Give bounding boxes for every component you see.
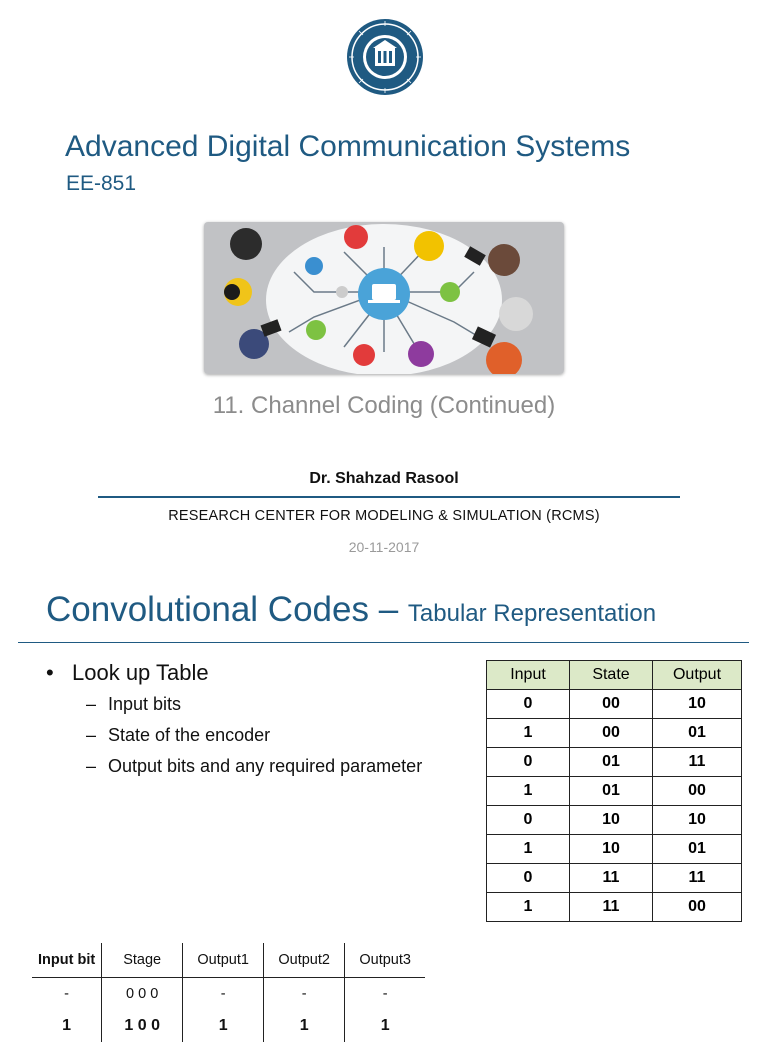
cell-input: 1 [487, 719, 570, 748]
sub-bullet-item [86, 694, 422, 725]
table-row [32, 978, 425, 1011]
slide-title-sub: Tabular Representation [407, 600, 657, 627]
cell-input: 0 [487, 690, 570, 719]
table-row [487, 690, 742, 719]
cell-output: 01 [653, 835, 742, 864]
header-input: Input [487, 661, 570, 690]
slide-title [46, 590, 656, 630]
content-slide [0, 578, 768, 1034]
stage-table [32, 943, 425, 1042]
slide-title-main: Convolutional Codes – [46, 590, 408, 629]
header-input-bit: Input bit [32, 943, 102, 978]
cell-state: 10 [570, 835, 653, 864]
date: 20-11-2017 [348, 539, 420, 555]
lookup-table [486, 660, 742, 922]
cell-input: 1 [487, 835, 570, 864]
cell-output: 10 [653, 806, 742, 835]
course-title: Advanced Digital Communication Systems [65, 130, 631, 163]
sub-bullet-text: State of the encoder [108, 725, 271, 745]
cell-output: 01 [653, 719, 742, 748]
table-row [32, 1010, 425, 1042]
cell-state: 00 [570, 719, 653, 748]
table-row [487, 806, 742, 835]
cell-output: 10 [653, 690, 742, 719]
affiliation: RESEARCH CENTER FOR MODELING & SIMULATION (RCMS) [168, 508, 600, 524]
header-output3: Output3 [345, 943, 426, 978]
cell-input: 1 [487, 777, 570, 806]
cell-output: 00 [653, 893, 742, 922]
table-row [487, 748, 742, 777]
table-header-row [487, 661, 742, 690]
dash-icon: – [86, 756, 97, 776]
header-output2: Output2 [264, 943, 345, 978]
table-row [487, 835, 742, 864]
course-code: EE-851 [66, 172, 137, 195]
cell-output1: 1 [183, 1010, 264, 1042]
cell-output1: - [183, 978, 264, 1011]
sub-bullet-item [86, 725, 422, 756]
sub-bullet-item [86, 756, 422, 787]
table-row [487, 893, 742, 922]
cell-state: 01 [570, 748, 653, 777]
table-row [487, 864, 742, 893]
bullet-text: Look up Table [72, 660, 209, 685]
cell-input: 1 [487, 893, 570, 922]
cell-output: 00 [653, 777, 742, 806]
header-output: Output [653, 661, 742, 690]
cell-state: 00 [570, 690, 653, 719]
cell-input: 0 [487, 806, 570, 835]
title-underline [18, 642, 749, 643]
table-row [487, 777, 742, 806]
cell-input-bit: - [64, 986, 69, 1002]
divider-line [98, 496, 680, 498]
cell-state: 11 [570, 893, 653, 922]
cell-output3: - [345, 978, 426, 1011]
table-row [487, 719, 742, 748]
communication-network-illustration [204, 222, 564, 374]
dash-icon: – [86, 694, 97, 714]
cell-state: 10 [570, 806, 653, 835]
cell-output2: - [264, 978, 345, 1011]
cell-input-bit: 1 [62, 1017, 72, 1034]
cell-state: 01 [570, 777, 653, 806]
cell-output: 11 [653, 864, 742, 893]
cell-stage: 0 0 0 [102, 978, 183, 1011]
dash-icon: – [86, 725, 97, 745]
cell-input: 0 [487, 864, 570, 893]
university-seal-logo [346, 18, 424, 96]
header-output1: Output1 [183, 943, 264, 978]
cell-output3: 1 [345, 1010, 426, 1042]
sub-bullet-list [86, 694, 422, 787]
cell-stage: 1 0 0 [102, 1010, 183, 1042]
cell-state: 11 [570, 864, 653, 893]
cell-input: 0 [487, 748, 570, 777]
cell-output: 11 [653, 748, 742, 777]
author-name: Dr. Shahzad Rasool [309, 470, 459, 487]
lecture-subtitle: 11. Channel Coding (Continued) [212, 392, 556, 419]
table-header-row [32, 943, 425, 978]
sub-bullet-text: Input bits [108, 694, 182, 714]
header-stage: Stage [102, 943, 183, 978]
bullet-dot-icon: • [46, 660, 54, 685]
sub-bullet-text: Output bits and any required parameter [108, 756, 423, 776]
header-state: State [570, 661, 653, 690]
cell-output2: 1 [264, 1010, 345, 1042]
bullet-item [46, 660, 209, 686]
